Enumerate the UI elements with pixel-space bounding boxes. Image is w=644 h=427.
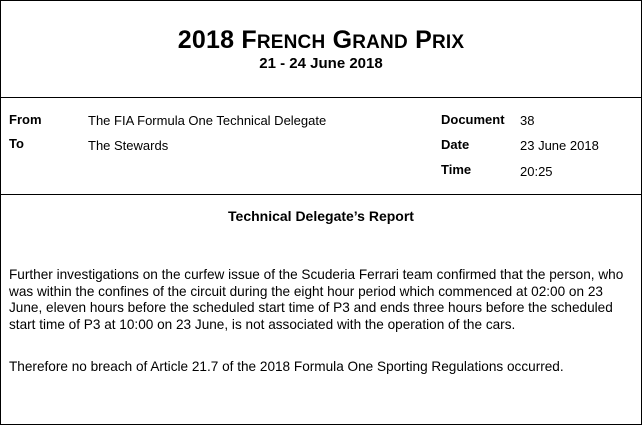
event-title-word-initial: P (415, 26, 432, 54)
report-body (1, 195, 641, 426)
document-number: 38 (520, 113, 535, 128)
document-label: Document (441, 112, 505, 127)
to-value: The Stewards (88, 138, 169, 153)
report-paragraph: Therefore no breach of Article 21.7 of the 2018 Formula One Sporting Regulations occurred. (9, 359, 564, 374)
report-title: Technical Delegate’s Report (228, 208, 414, 224)
time-label: Time (441, 162, 472, 177)
document-meta (1, 98, 641, 195)
event-title (1, 25, 641, 58)
event-title-word-rest: RIX (431, 32, 465, 53)
time-value: 20:25 (520, 164, 553, 179)
event-title-word-rest: RAND (352, 32, 408, 53)
event-title-word-initial: F (241, 26, 257, 54)
date-label: Date (441, 137, 470, 152)
event-dates: 21 - 24 June 2018 (259, 55, 383, 72)
event-title-word-initial: G (332, 26, 353, 54)
from-value: The FIA Formula One Technical Delegate (88, 113, 327, 128)
to-label: To (9, 136, 24, 151)
report-paragraph: Further investigations on the curfew issue of the Scuderia Ferrari team confirmed that the person, who was within the confines of the circuit during the eight hour period which commenced at 02:00 on 23 June, eleven hours before the scheduled start time of P3 and ends three hours before the scheduled start time of P3 at 10:00 on 23 June, is not associated with the operation of the cars. (9, 267, 624, 332)
date-value: 23 June 2018 (520, 138, 599, 153)
event-title-year: 2018 (177, 26, 235, 54)
document-header (1, 1, 641, 98)
event-title-word-rest: RENCH (256, 32, 326, 53)
from-label: From (9, 112, 42, 127)
